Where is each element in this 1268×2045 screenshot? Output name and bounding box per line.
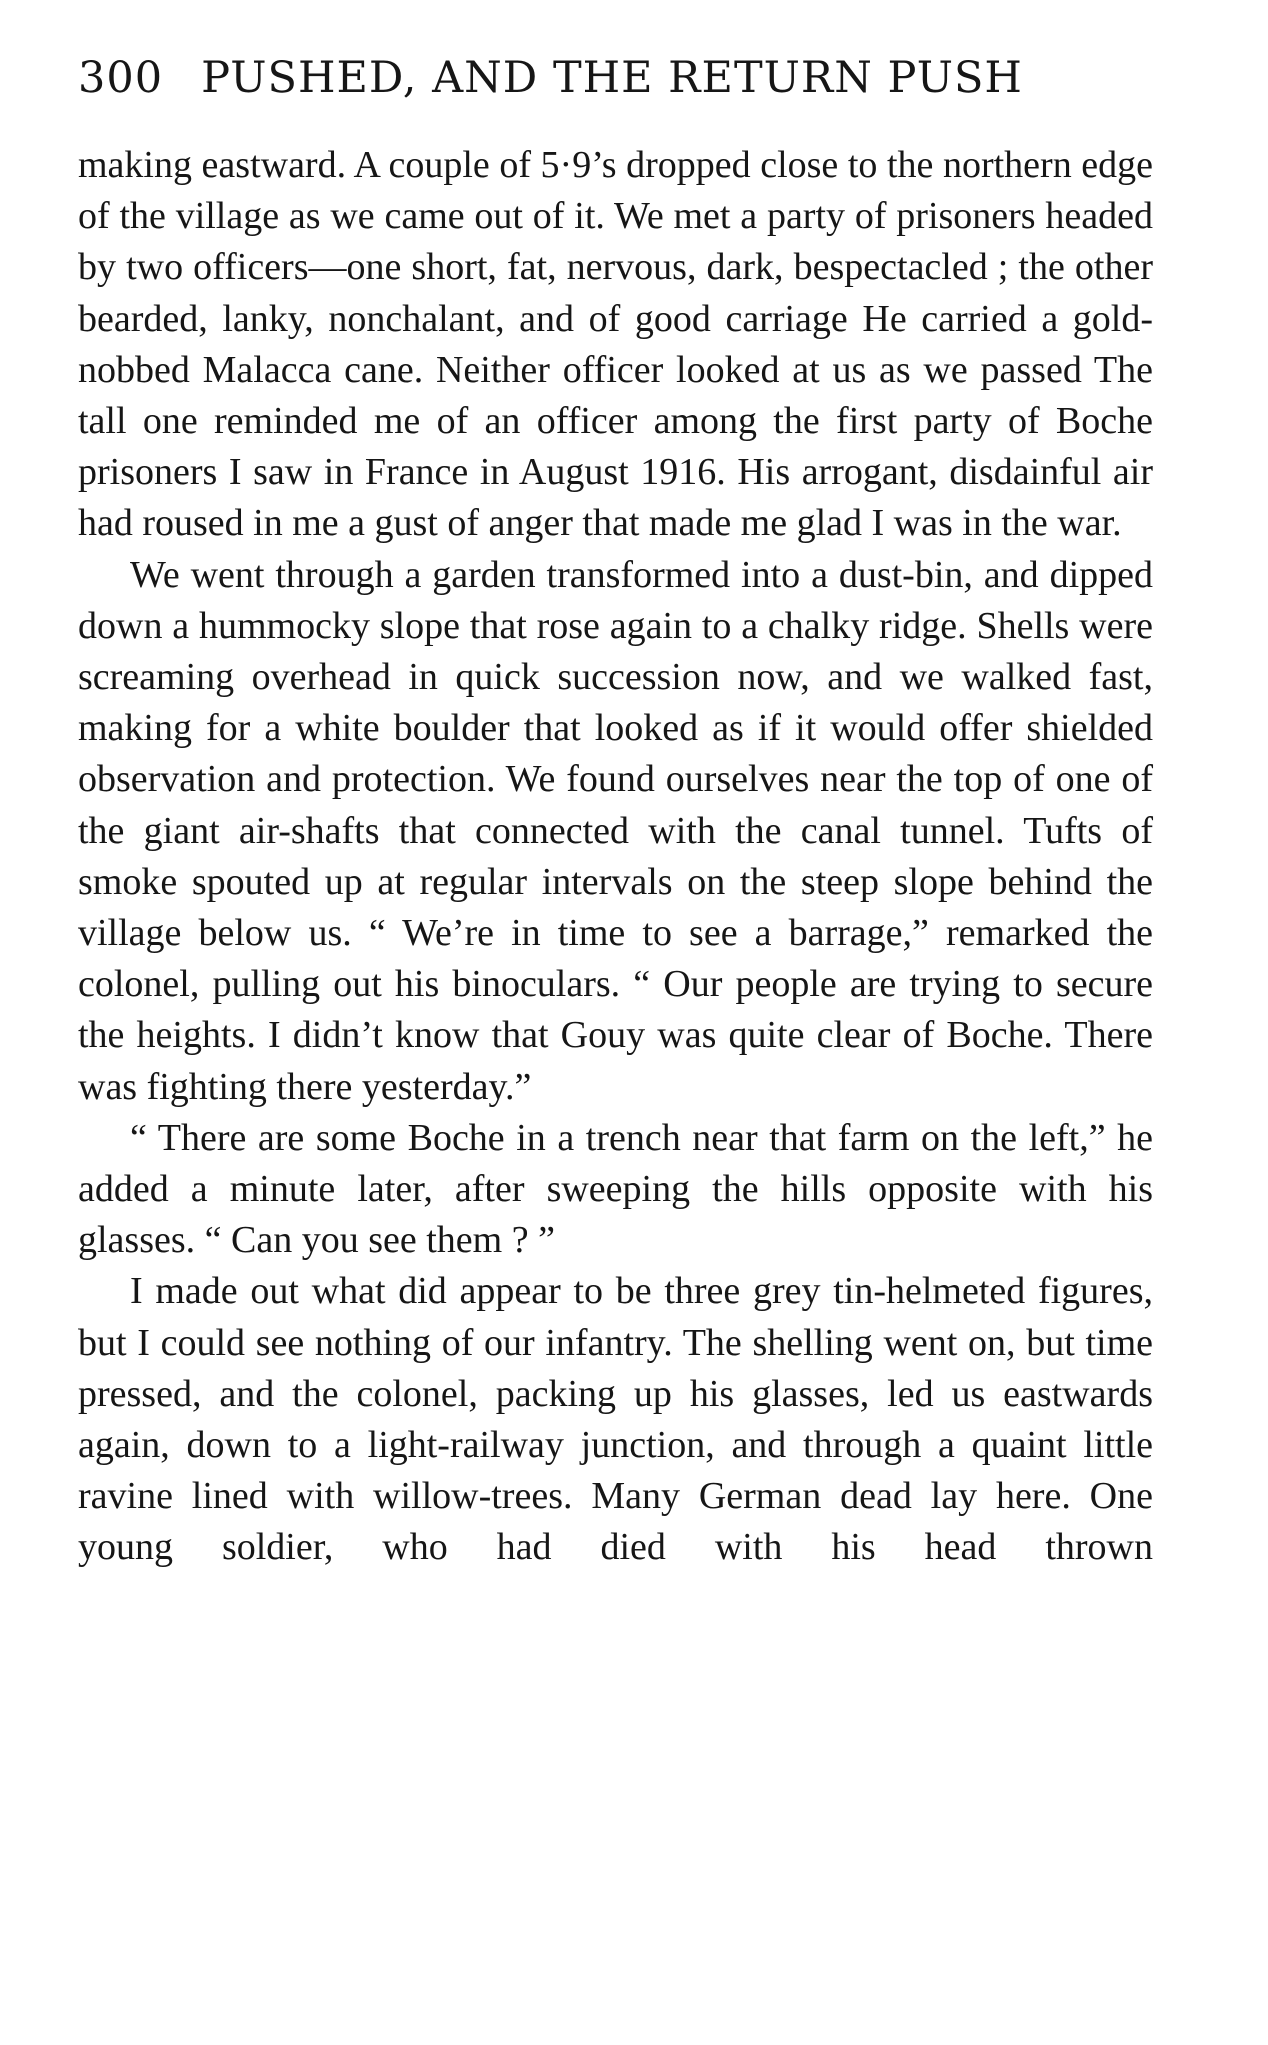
- page-number: 300: [78, 53, 164, 103]
- running-head: PUSHED, AND THE RETURN PUSH: [201, 53, 1023, 103]
- book-page: [78, 52, 1153, 1574]
- paragraph: “ There are some Boche in a trench near that farm on the left,” he added a minute later, after sweeping the hills opposite with his glasses. “ Can you see them ? ”: [78, 1116, 1153, 1262]
- body-text: [78, 140, 1153, 1574]
- paragraph: I made out what did appear to be three grey tin-helmeted figures, but I could see nothing of our infantry. The shelling went on, but time pressed, and the colonel, packing up his glasses, led us eastwards again, down to a light-railway junction, and through a quaint little ravine lined with willow-trees. Many German dead lay here. One young soldier, who had died with his head thrown: [78, 1270, 1153, 1569]
- page-header: [78, 52, 1153, 104]
- paragraph-continued: making eastward. A couple of 5·9’s dropped close to the northern edge of the village as we came out of it. We met a party of prisoners headed by two officers—one short, fat, nervous, dark, bespectacled ; the other bearded, lanky, nonchalant, and of good carriage He carried a gold-nobbed Malacca cane. Neither officer looked at us as we passed The tall one reminded me of an officer among the first party of Boche prisoners I saw in France in August 1916. His arrogant, disdainful air had roused in me a gust of anger that made me glad I was in the war.: [78, 144, 1153, 545]
- paragraph: We went through a garden transformed into a dust-bin, and dipped down a hummocky slope that rose again to a chalky ridge. Shells were screaming overhead in quick succession now, and we walked fast, making for a white boulder that looked as if it would offer shielded observation and protection. We found ourselves near the top of one of the giant air-shafts that connected with the canal tunnel. Tufts of smoke spouted up at regular intervals on the steep slope behind the village below us. “ We’re in time to see a barrage,” remarked the colonel, pulling out his binoculars. “ Our people are trying to secure the heights. I didn’t know that Gouy was quite clear of Boche. There was fighting there yesterday.”: [78, 553, 1153, 1108]
